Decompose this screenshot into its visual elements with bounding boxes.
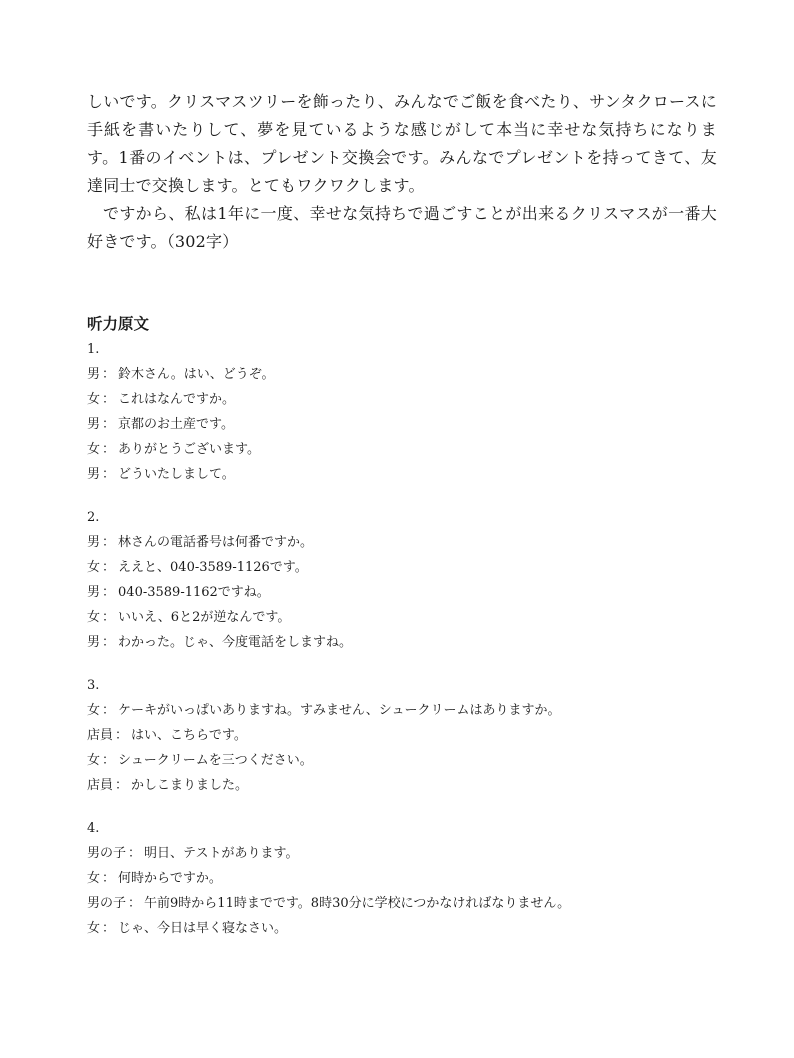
dialog-line — [87, 465, 727, 485]
speaker-separator: ： — [102, 610, 116, 625]
speaker-label: 女 — [87, 560, 101, 575]
speaker-label: 男 — [87, 635, 101, 650]
dialog-number: 2. — [87, 510, 100, 525]
speaker-separator: ： — [102, 871, 116, 886]
line-text: わかった。じゃ、今度電話をしますね。 — [118, 635, 353, 650]
line-text: シュークリームを三つください。 — [118, 753, 313, 768]
speaker-label: 男の子 — [87, 846, 127, 861]
line-text: ケーキがいっぱいありますね。すみません、シュークリームはありますか。 — [118, 703, 561, 718]
speaker-label: 女 — [87, 871, 101, 886]
speaker-separator: ： — [102, 703, 116, 718]
line-text: じゃ、今日は早く寝なさい。 — [118, 921, 288, 936]
dialog-line — [87, 869, 727, 889]
dialog-line — [87, 894, 727, 914]
essay-paragraph: ですから、私は1年に一度、幸せな気持ちで過ごすことが出来るクリスマスが一番大好きです。（302字） — [87, 204, 717, 251]
speaker-separator: ： — [115, 728, 129, 743]
line-text: 鈴木さん。はい、どうぞ。 — [118, 367, 275, 382]
dialog-line — [87, 844, 727, 864]
line-text: 040-3589-1162ですね。 — [118, 585, 270, 600]
dialog-3 — [87, 676, 727, 796]
dialog-line — [87, 701, 727, 721]
line-text: ありがとうございます。 — [118, 442, 260, 457]
speaker-separator: ： — [115, 778, 129, 793]
line-text: 何時からですか。 — [118, 871, 222, 886]
dialog-line — [87, 633, 727, 653]
speaker-label: 女 — [87, 703, 101, 718]
speaker-separator: ： — [102, 417, 116, 432]
dialog-number: 1. — [87, 342, 100, 357]
dialog-line — [87, 751, 727, 771]
speaker-separator: ： — [128, 896, 142, 911]
dialog-4 — [87, 819, 727, 939]
line-text: 明日、テストがあります。 — [144, 846, 299, 861]
speaker-label: 男の子 — [87, 896, 127, 911]
essay-paragraph: しいです。クリスマスツリーを飾ったり、みんなでご飯を食べたり、サンタクロースに手紙を書いたりして、夢を見ているような感じがして本当に幸せな気持ちになります。1番のイベントは、プレゼント交換会です。みんなでプレゼントを持ってきて、友達同士で交換します。とてもワクワクします。 — [87, 92, 717, 195]
speaker-separator: ： — [102, 560, 116, 575]
speaker-label: 店員 — [87, 778, 114, 793]
dialog-line — [87, 919, 727, 939]
speaker-label: 男 — [87, 367, 101, 382]
line-text: これはなんですか。 — [118, 392, 236, 407]
speaker-separator: ： — [102, 392, 116, 407]
line-text: 林さんの電話番号は何番ですか。 — [118, 535, 314, 550]
dialog-line — [87, 440, 727, 460]
speaker-label: 男 — [87, 417, 101, 432]
speaker-label: 女 — [87, 921, 101, 936]
speaker-separator: ： — [102, 753, 116, 768]
dialog-number: 4. — [87, 821, 100, 836]
speaker-label: 男 — [87, 467, 101, 482]
dialog-line — [87, 365, 727, 385]
speaker-separator: ： — [102, 442, 116, 457]
speaker-label: 女 — [87, 753, 101, 768]
line-text: 京都のお土産です。 — [118, 417, 234, 432]
speaker-separator: ： — [102, 467, 116, 482]
dialog-line — [87, 583, 727, 603]
dialog-line — [87, 390, 727, 410]
dialog-line — [87, 726, 727, 746]
dialog-1 — [87, 340, 727, 485]
speaker-separator: ： — [102, 585, 116, 600]
line-text: どういたしまして。 — [118, 467, 235, 482]
dialog-line — [87, 608, 727, 628]
line-text: かしこまりました。 — [131, 778, 249, 793]
speaker-label: 女 — [87, 610, 101, 625]
line-text: はい、こちらです。 — [131, 728, 247, 743]
speaker-label: 女 — [87, 442, 101, 457]
section-title: 听力原文 — [87, 314, 150, 333]
dialog-line — [87, 558, 727, 578]
speaker-separator: ： — [102, 635, 116, 650]
dialog-number: 3. — [87, 678, 100, 693]
line-text: 午前9時から11時までです。8時30分に学校につかなければなりません。 — [144, 896, 571, 911]
speaker-separator: ： — [102, 535, 116, 550]
line-text: ええと、040-3589-1126です。 — [118, 560, 308, 575]
speaker-separator: ： — [128, 846, 142, 861]
dialog-2 — [87, 508, 727, 653]
speaker-label: 女 — [87, 392, 101, 407]
speaker-separator: ： — [102, 367, 116, 382]
speaker-label: 店員 — [87, 728, 114, 743]
speaker-separator: ： — [102, 921, 116, 936]
dialog-line — [87, 415, 727, 435]
dialog-line — [87, 776, 727, 796]
speaker-label: 男 — [87, 585, 101, 600]
essay-text — [87, 88, 717, 256]
dialog-line — [87, 533, 727, 553]
speaker-label: 男 — [87, 535, 101, 550]
line-text: いいえ、6と2が逆なんです。 — [118, 610, 291, 625]
listening-transcript — [87, 340, 727, 962]
